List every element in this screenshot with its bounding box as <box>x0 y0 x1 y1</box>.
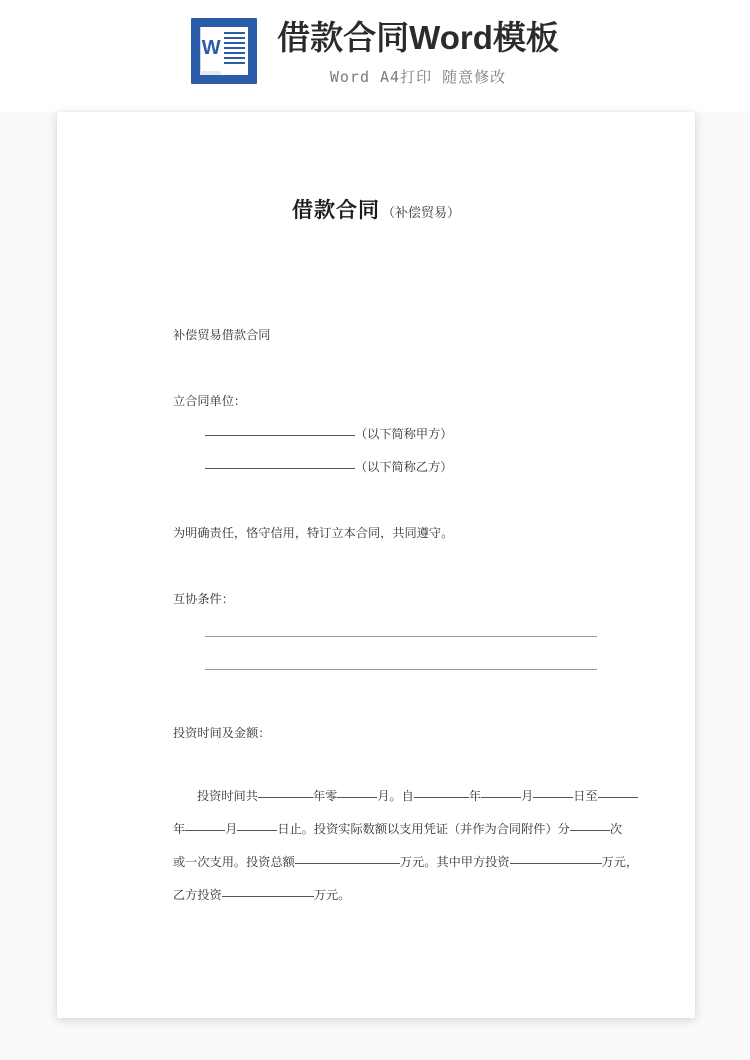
investment-paragraph <box>173 780 639 912</box>
document-page <box>57 112 695 1018</box>
banner-subtitle: Word A4打印 随意修改 <box>329 68 507 86</box>
mutual-terms-blank-line-2[interactable] <box>205 669 597 670</box>
banner-content <box>191 18 559 87</box>
inv-l1-c: 月。自 <box>377 789 414 803</box>
word-logo-icon <box>191 18 257 84</box>
inv-blank-end-month[interactable] <box>185 830 225 831</box>
mutual-terms-label: 互协条件： <box>173 592 234 606</box>
inv-blank-end-day[interactable] <box>237 830 277 831</box>
inv-l2-d: 次 <box>609 822 623 836</box>
inv-blank-months[interactable] <box>337 797 377 798</box>
party-a-line <box>205 418 453 451</box>
party-b-line <box>205 451 453 484</box>
party-a-suffix: （以下简称甲方） <box>355 427 453 441</box>
document-title <box>57 194 695 224</box>
document-heading: 补偿贸易借款合同 <box>173 328 271 342</box>
inv-l1-b: 年零 <box>312 789 338 803</box>
party-b-suffix: （以下简称乙方） <box>355 460 453 474</box>
inv-l1-d: 年 <box>468 789 482 803</box>
inv-blank-start-year[interactable] <box>414 797 469 798</box>
parties-label: 立合同单位： <box>173 394 247 408</box>
inv-l1-f: 日至 <box>573 789 598 803</box>
inv-blank-years[interactable] <box>258 797 313 798</box>
inv-blank-end-year[interactable] <box>598 797 638 798</box>
mutual-terms-blank-line-1[interactable] <box>205 636 597 637</box>
inv-l2-a: 年 <box>173 822 186 836</box>
page-header-banner <box>0 0 750 112</box>
investment-label: 投资时间及金额： <box>173 726 271 740</box>
inv-l4-a: 乙方投资 <box>173 888 222 902</box>
investment-line-4 <box>173 879 613 912</box>
inv-l3-c: 万元， <box>601 855 639 869</box>
word-logo-letter: W <box>201 37 221 59</box>
party-b-blank[interactable] <box>205 468 355 469</box>
inv-l4-b: 万元。 <box>313 888 351 902</box>
banner-title: 借款合同Word模板 <box>277 19 559 56</box>
inv-blank-installments[interactable] <box>570 830 610 831</box>
document-title-main: 借款合同 <box>291 198 380 222</box>
investment-line-3 <box>173 846 639 879</box>
word-logo-text-lines <box>224 32 245 67</box>
document-title-paren: （补偿贸易） <box>381 206 460 221</box>
inv-l3-a: 或一次支用。投资总额 <box>173 855 295 869</box>
investment-line-2 <box>173 813 623 846</box>
purpose-paragraph: 为明确责任，恪守信用，特订立本合同，共同遵守。 <box>173 526 454 540</box>
document-content <box>57 112 695 1018</box>
inv-blank-start-day[interactable] <box>533 797 573 798</box>
inv-l2-b: 月 <box>225 822 238 836</box>
banner-text-group <box>277 18 559 87</box>
word-logo-fold-shadow <box>200 71 221 75</box>
inv-blank-total-amount[interactable] <box>295 863 400 864</box>
inv-blank-start-month[interactable] <box>481 797 521 798</box>
inv-blank-party-a-amount[interactable] <box>510 863 602 864</box>
inv-l3-b: 万元。其中甲方投资 <box>399 855 510 869</box>
inv-l1-e: 月 <box>521 789 534 803</box>
party-a-blank[interactable] <box>205 435 355 436</box>
inv-l1-a: 投资时间共 <box>197 789 258 803</box>
inv-l2-c: 日止。投资实际数额以支用凭证（并作为合同附件）分 <box>277 822 570 836</box>
investment-line-1 <box>173 780 613 813</box>
inv-blank-party-b-amount[interactable] <box>222 896 314 897</box>
